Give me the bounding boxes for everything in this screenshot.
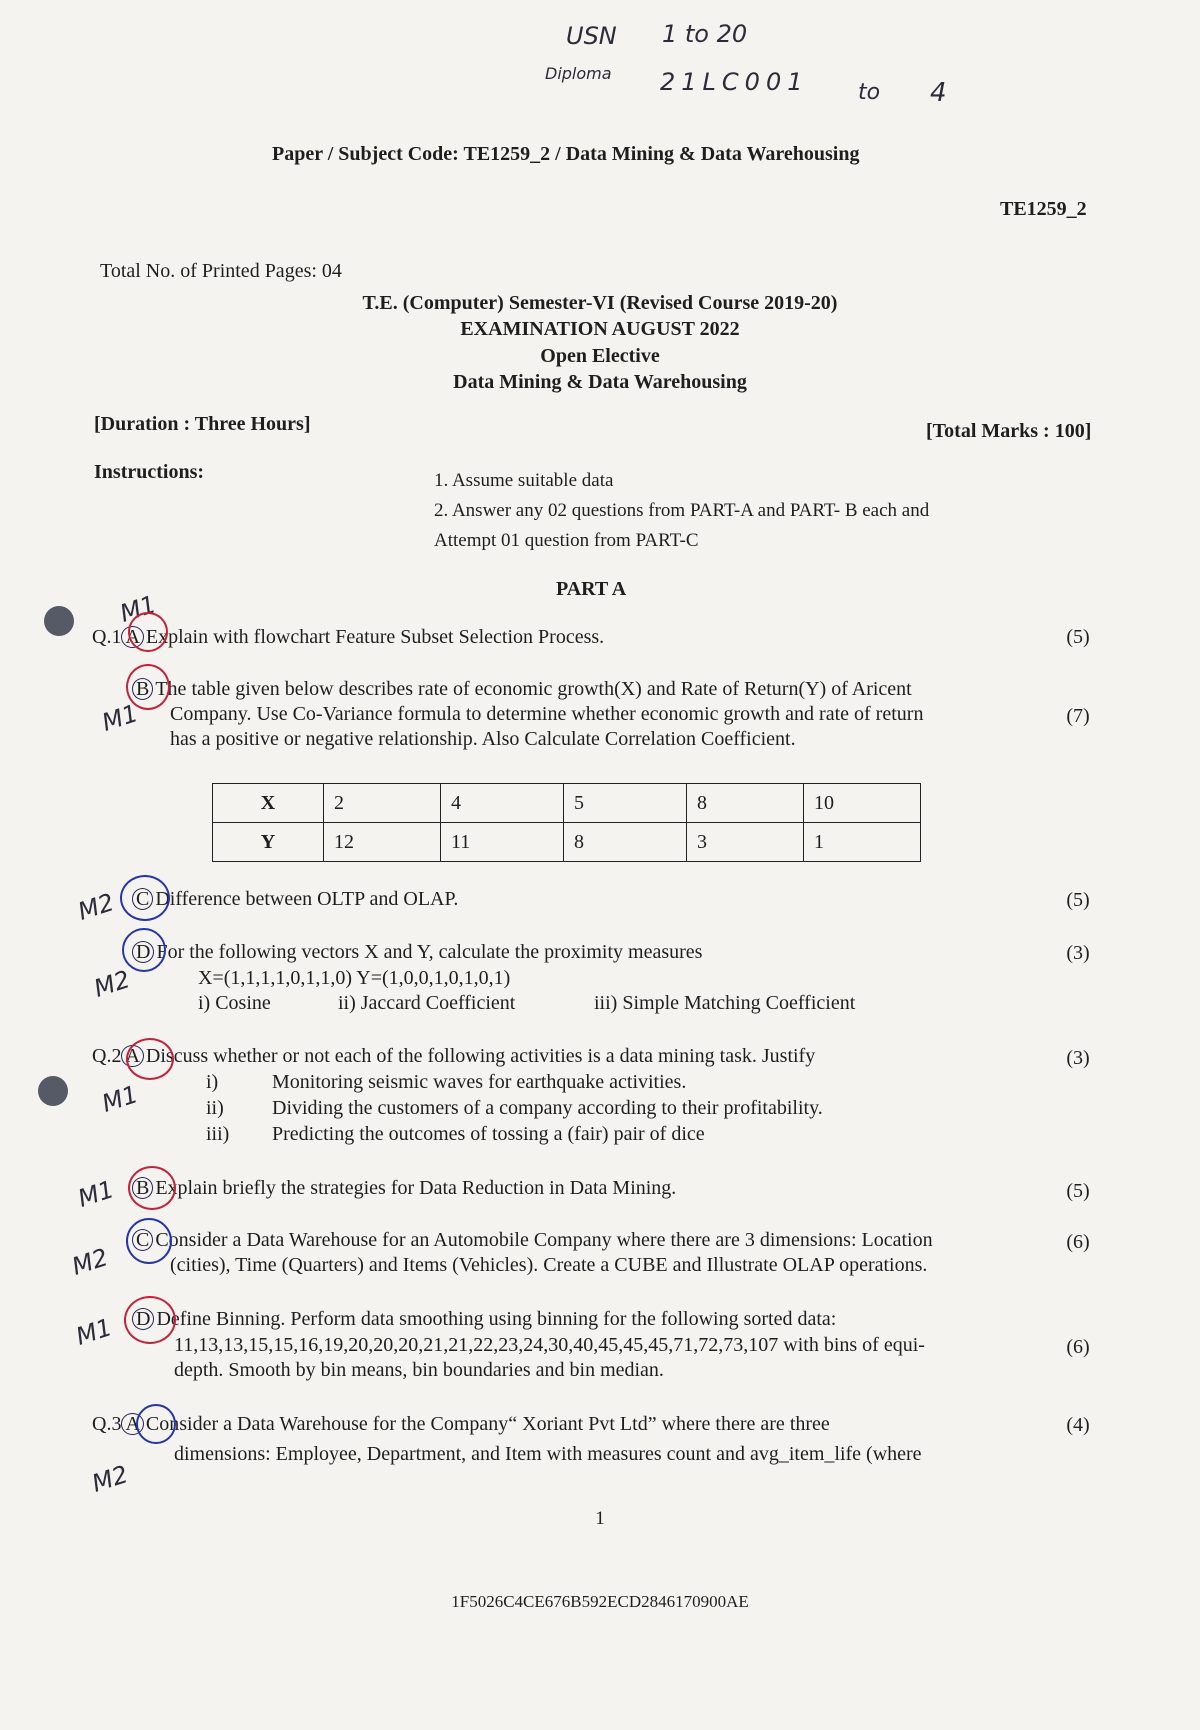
question-text: Define Binning. Perform data smoothing using binning for the following sorted data:: [156, 1308, 837, 1330]
question-text: dimensions: Employee, Department, and Item with measures count and avg_item_life (where: [174, 1443, 922, 1465]
marks: (7): [1066, 705, 1090, 727]
item-number: iii): [206, 1123, 230, 1145]
question-number: Q.1: [92, 626, 122, 648]
q2-b: [132, 1176, 676, 1201]
item-number: ii): [206, 1097, 224, 1119]
subject-line: Data Mining & Data Warehousing: [453, 371, 747, 393]
q2-d: [132, 1307, 836, 1332]
part-letter: D: [132, 941, 154, 963]
paper-code-line: Paper / Subject Code: TE1259_2 / Data Mining & Data Warehousing: [272, 143, 860, 165]
data-table: [212, 783, 921, 862]
table-cell: 12: [324, 823, 441, 862]
table-cell: 11: [441, 823, 564, 862]
item-text: Predicting the outcomes of tossing a (fair) pair of dice: [272, 1123, 705, 1145]
part-letter: B: [132, 678, 153, 700]
question-text: Company. Use Co-Variance formula to determine whether economic growth and rate of return: [170, 703, 924, 725]
instruction-item: Attempt 01 question from PART-C: [434, 530, 699, 551]
part-letter: D: [132, 1308, 154, 1330]
exam-title: EXAMINATION AUGUST 2022: [460, 318, 740, 340]
handwritten-diploma-to: to: [858, 80, 881, 105]
table-cell: 4: [441, 784, 564, 823]
table-row: [213, 823, 921, 862]
ink-circle: [126, 1218, 172, 1264]
table-cell: 1: [804, 823, 921, 862]
ink-circle: [136, 1404, 176, 1444]
ink-circle: [120, 875, 170, 921]
q1-d: [132, 940, 702, 965]
handwritten-usn-range: 1 to 20: [662, 20, 748, 48]
table-row: [213, 784, 921, 823]
ink-circle: [124, 1296, 176, 1344]
ink-circle: [128, 612, 168, 652]
table-cell: 8: [564, 823, 687, 862]
punch-hole: [44, 606, 74, 636]
question-text: depth. Smooth by bin means, bin boundaries and bin median.: [174, 1359, 664, 1381]
elective-line: Open Elective: [540, 345, 660, 367]
part-letter: C: [132, 1229, 153, 1251]
marks: (5): [1066, 1180, 1090, 1202]
item-number: i): [206, 1071, 219, 1093]
option: i) Cosine: [198, 992, 271, 1014]
question-text: The table given below describes rate of economic growth(X) and Rate of Return(Y) of Aricent: [155, 678, 912, 700]
page-number: 1: [595, 1508, 605, 1529]
ink-circle: [126, 664, 170, 710]
part-letter: A: [121, 1413, 143, 1435]
margin-mark: M1: [116, 590, 160, 628]
printed-pages: Total No. of Printed Pages: 04: [100, 260, 342, 282]
question-text: Difference between OLTP and OLAP.: [155, 888, 459, 910]
course-line: T.E. (Computer) Semester-VI (Revised Course 2019-20): [362, 292, 838, 314]
q3-a: [92, 1412, 830, 1437]
marks: (6): [1066, 1231, 1090, 1253]
duration: [Duration : Three Hours]: [94, 413, 311, 435]
handwritten-diploma-range: 21LC001: [660, 68, 809, 96]
part-letter: A: [121, 626, 143, 648]
marks: (3): [1066, 942, 1090, 964]
part-letter: A: [121, 1045, 143, 1067]
instruction-item: 1. Assume suitable data: [434, 470, 614, 491]
margin-mark: M2: [74, 888, 118, 926]
item-text: Dividing the customers of a company according to their profitability.: [272, 1097, 823, 1119]
total-marks: [Total Marks : 100]: [926, 420, 1092, 442]
margin-mark: M1: [74, 1175, 118, 1213]
instructions-label: Instructions:: [94, 461, 205, 483]
part-letter: C: [132, 888, 153, 910]
table-header-cell: X: [213, 784, 324, 823]
question-text: 11,13,13,15,15,16,19,20,20,20,21,21,22,23,24,30,40,45,45,45,71,72,73,107 with bins of equi-: [174, 1334, 925, 1356]
handwritten-diploma-label: Diploma: [545, 64, 612, 83]
question-text: Consider a Data Warehouse for an Automobile Company where there are 3 dimensions: Location: [155, 1229, 933, 1251]
ink-circle: [128, 1166, 176, 1210]
question-number: Q.2: [92, 1045, 122, 1067]
option: ii) Jaccard Coefficient: [338, 992, 516, 1014]
marks: (4): [1066, 1414, 1090, 1436]
margin-mark: M2: [88, 1460, 132, 1498]
punch-hole: [38, 1076, 68, 1106]
question-text: (cities), Time (Quarters) and Items (Vehicles). Create a CUBE and Illustrate OLAP operations.: [170, 1254, 928, 1276]
item-text: Monitoring seismic waves for earthquake activities.: [272, 1071, 687, 1093]
option: iii) Simple Matching Coefficient: [594, 992, 856, 1014]
q2-c: [132, 1228, 933, 1253]
marks: (3): [1066, 1047, 1090, 1069]
paper-code-right: TE1259_2: [1000, 198, 1087, 220]
margin-mark: M2: [90, 965, 134, 1003]
margin-mark: M1: [98, 699, 142, 737]
question-text: Consider a Data Warehouse for the Company“ Xoriant Pvt Ltd” where there are three: [145, 1413, 830, 1435]
instruction-item: 2. Answer any 02 questions from PART-A and PART- B each and: [434, 500, 930, 521]
table-cell: 8: [687, 784, 804, 823]
ink-circle: [126, 1038, 174, 1080]
q1-a: [92, 625, 604, 650]
handwritten-usn-label: USN: [566, 22, 617, 50]
margin-mark: M1: [72, 1313, 116, 1351]
part-letter: B: [132, 1177, 153, 1199]
question-number: Q.3: [92, 1413, 122, 1435]
question-text: Discuss whether or not each of the following activities is a data mining task. Justify: [145, 1045, 816, 1067]
marks: (6): [1066, 1336, 1090, 1358]
marks: (5): [1066, 889, 1090, 911]
table-cell: 2: [324, 784, 441, 823]
part-title: PART A: [556, 578, 627, 600]
table-cell: 3: [687, 823, 804, 862]
q2-a: [92, 1044, 815, 1069]
question-text: has a positive or negative relationship. Also Calculate Correlation Coefficient.: [170, 728, 796, 750]
table-header-cell: Y: [213, 823, 324, 862]
table-cell: 10: [804, 784, 921, 823]
ink-circle: [122, 928, 166, 972]
vectors: X=(1,1,1,1,0,1,1,0) Y=(1,0,0,1,0,1,0,1): [198, 967, 511, 989]
question-text: For the following vectors X and Y, calculate the proximity measures: [156, 941, 703, 963]
margin-mark: M2: [68, 1243, 112, 1281]
question-text: Explain briefly the strategies for Data Reduction in Data Mining.: [155, 1177, 677, 1199]
question-text: Explain with flowchart Feature Subset Selection Process.: [145, 626, 605, 648]
handwritten-diploma-end: 4: [930, 78, 947, 108]
margin-mark: M1: [98, 1080, 142, 1118]
q1-c: [132, 887, 458, 912]
table-cell: 5: [564, 784, 687, 823]
document-hash: 1F5026C4CE676B592ECD2846170900AE: [451, 1592, 749, 1611]
marks: (5): [1066, 626, 1090, 648]
q1-b: [132, 677, 912, 702]
